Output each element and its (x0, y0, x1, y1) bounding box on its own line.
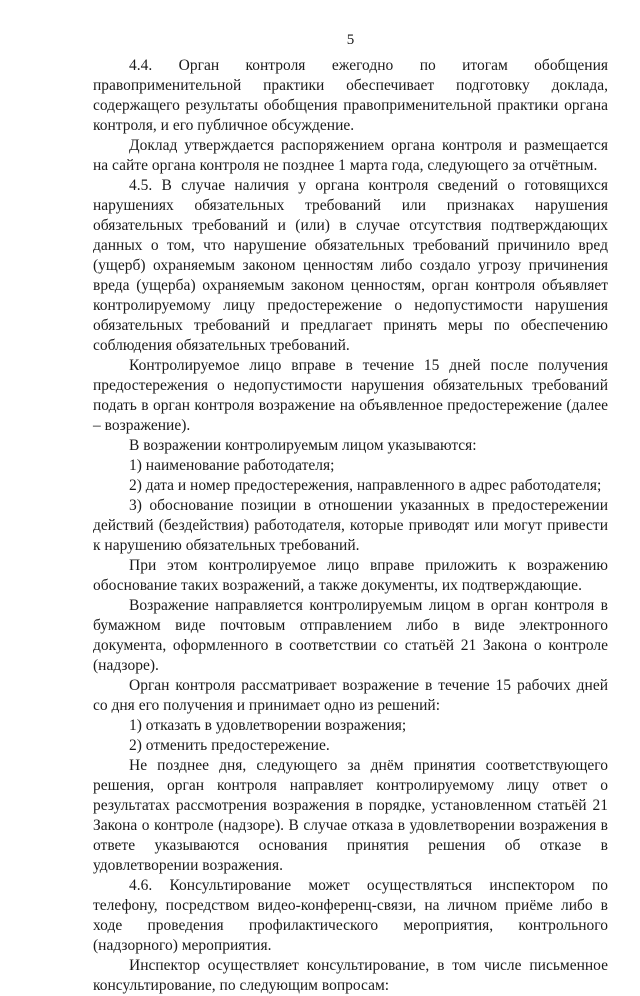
list-item: 1) наименование работодателя; (129, 457, 335, 474)
list-item: 2) дата и номер предостережения, направленного в адрес работодателя; (129, 477, 602, 494)
paragraph-objection-review: Орган контроля рассматривает возражение в течение 15 рабочих дней со дня его получения и принимает одно из решений: (93, 677, 608, 714)
paragraph-objection-right: Контролируемое лицо вправе в течение 15 дней после получения предостережения о недопустимости нарушения обязательных требований подать в орган контроля возражение на объявленное предостережение (далее – возражение). (93, 357, 608, 434)
paragraph-4-6: 4.6. Консультирование может осуществляться инспектором по телефону, посредством видео-конференц-связи, на личном приёме либо в ходе проведения профилактического мероприятия, контрольного (надзорного) мероприятия. (93, 877, 608, 954)
paragraph-4-4: 4.4. Орган контроля ежегодно по итогам обобщения правоприменительной практики обеспечивает подготовку доклада, содержащего результаты обобщения правоприменительной практики органа контроля, и его публичное обсуждение. (93, 57, 608, 134)
paragraph-consulting-topics: Инспектор осуществляет консультирование, в том числе письменное консультирование, по следующим вопросам: (93, 957, 608, 994)
paragraph-attachments: При этом контролируемое лицо вправе приложить к возражению обоснование таких возражений, а также документы, их подтверждающие. (93, 557, 608, 594)
page-number: 5 (346, 32, 355, 48)
paragraph-objection-contents: В возражении контролируемым лицом указываются: (129, 437, 477, 454)
paragraph-report-approval: Доклад утверждается распоряжением органа контроля и размещается на сайте органа контроля не позднее 1 марта года, следующего за отчётным. (93, 137, 608, 174)
paragraph-response: Не позднее дня, следующего за днём принятия соответствующего решения, орган контроля направляет контролируемому лицу ответ о результатах рассмотрения возражения в порядке, установленном статьёй 21 Закона о контроле (надзоре). В случае отказа в удовлетворении возражения в ответе указываются основания принятия решения об отказе в удовлетворении возражения. (93, 757, 608, 874)
paragraph-objection-delivery: Возражение направляется контролируемым лицом в орган контроля в бумажном виде почтовым отправлением либо в виде электронного документа, оформленного в соответствии со статьёй 21 Закона о контроле (надзоре). (93, 597, 608, 674)
list-item: 3) обоснование позиции в отношении указанных в предостережении действий (бездействия) работодателя, которые приводят или могут привести к нарушению обязательных требований. (93, 497, 608, 554)
list-item: 1) отказать в удовлетворении возражения; (129, 717, 407, 734)
list-item: 2) отменить предостережение. (129, 737, 330, 754)
paragraph-4-5: 4.5. В случае наличия у органа контроля сведений о готовящихся нарушениях обязательных требований или признаках нарушения обязательных требований и (или) в случае отсутствия подтверждающих данных о том, что нарушение обязательных требований причинило вред (ущерб) охраняемым законом ценностям либо создало угрозу причинения вреда (ущерба) охраняемым законом ценностям, орган контроля объявляет контролируемому лицу предостережение о недопустимости нарушения обязательных требований и предлагает принять меры по обеспечению соблюдения обязательных требований. (93, 177, 608, 354)
